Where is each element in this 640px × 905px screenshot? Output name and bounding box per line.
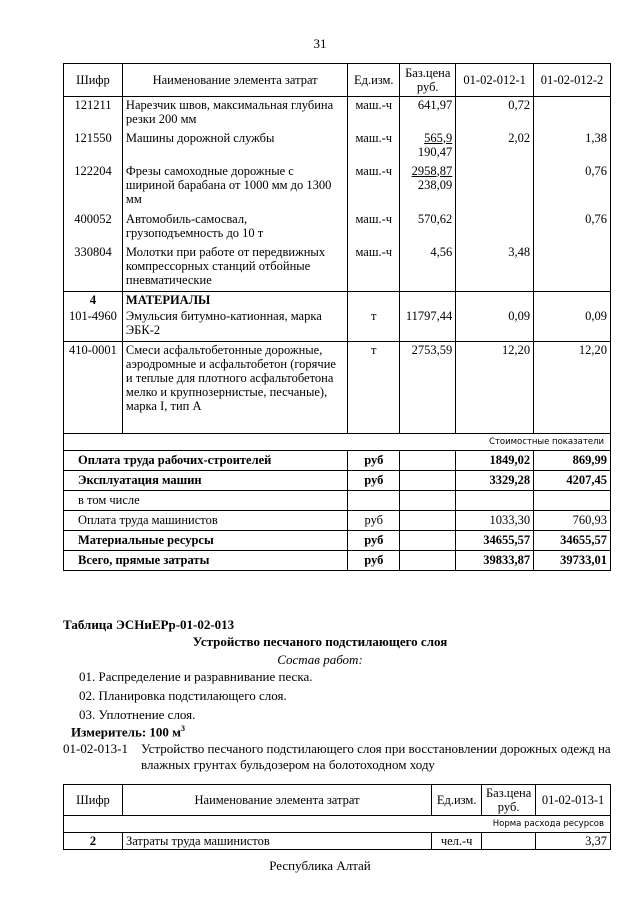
row-value-1 xyxy=(456,211,534,244)
row-code: 101-4960 xyxy=(64,308,123,341)
summary-row xyxy=(64,490,611,510)
row-value-2: 0,76 xyxy=(534,163,611,211)
header-price: Баз.цена руб. xyxy=(482,785,536,816)
row-unit: маш.-ч xyxy=(348,244,400,292)
summary-value-2: 34655,57 xyxy=(534,530,611,550)
section-title: МАТЕРИАЛЫ xyxy=(122,292,347,309)
section-heading: Устройство песчаного подстилающего слоя xyxy=(192,634,448,649)
cost-indicators-label: Стоимостные показатели xyxy=(64,433,611,450)
table-row xyxy=(64,97,611,130)
summary-unit: руб xyxy=(348,550,400,570)
row-value-1: 0,72 xyxy=(456,97,534,130)
cost-indicators-row xyxy=(64,433,611,450)
summary-value-1 xyxy=(456,490,534,510)
header-code: Шифр xyxy=(64,785,123,816)
row-value-2: 0,76 xyxy=(534,211,611,244)
summary-label: Материальные ресурсы xyxy=(64,530,348,550)
row-price-main: 565,9 xyxy=(424,130,453,145)
summary-label: Эксплуатация машин xyxy=(64,470,348,490)
summary-value-1: 34655,57 xyxy=(456,530,534,550)
table-row xyxy=(64,163,611,211)
row-name: Машины дорожной службы xyxy=(122,130,347,163)
row-name: Нарезчик швов, максимальная глубина резки 200 мм xyxy=(122,97,347,130)
row-price-main: 2958,87 xyxy=(411,163,453,178)
summary-value-2 xyxy=(534,490,611,510)
row-name: Молотки при работе от передвижных компрессорных станций отбойные пневматические xyxy=(122,244,347,292)
summary-row xyxy=(64,470,611,490)
norm-row xyxy=(64,816,611,833)
section-row xyxy=(64,292,611,309)
item-description: Устройство песчаного подстилающего слоя при восстановлении дорожных одежд на xyxy=(141,741,611,756)
row-code: 2 xyxy=(64,833,123,850)
work-step: 01. Распределение и разравнивание песка. xyxy=(79,669,313,684)
header-unit: Ед.изм. xyxy=(348,64,400,97)
measure-superscript: 3 xyxy=(181,724,186,733)
table-row xyxy=(64,244,611,292)
row-name: Фрезы самоходные дорожные с шириной барабана от 1000 мм до 1300 мм xyxy=(122,163,347,211)
summary-unit: руб xyxy=(348,470,400,490)
summary-value-2: 760,93 xyxy=(534,510,611,530)
table-row xyxy=(64,341,611,433)
row-price: 641,97 xyxy=(400,97,456,130)
summary-value-1: 39833,87 xyxy=(456,550,534,570)
summary-value-2: 4207,45 xyxy=(534,470,611,490)
row-unit: маш.-ч xyxy=(348,211,400,244)
summary-value-1: 3329,28 xyxy=(456,470,534,490)
row-code: 330804 xyxy=(64,244,123,292)
row-unit: маш.-ч xyxy=(348,163,400,211)
row-name: Автомобиль-самосвал, грузоподъемность до 10 т xyxy=(122,211,347,244)
row-code: 121550 xyxy=(64,130,123,163)
header-col2: 01-02-012-2 xyxy=(534,64,611,97)
table-row xyxy=(64,211,611,244)
summary-value-1: 1033,30 xyxy=(456,510,534,530)
row-name: Эмульсия битумно-катионная, марка ЭБК-2 xyxy=(122,308,347,341)
summary-value-2: 869,99 xyxy=(534,450,611,470)
header-name: Наименование элемента затрат xyxy=(122,64,347,97)
row-price xyxy=(400,130,456,163)
row-value-1 xyxy=(456,163,534,211)
resources-table-1 xyxy=(63,63,611,571)
row-value-2: 0,09 xyxy=(534,308,611,341)
row-value-1: 3,48 xyxy=(456,244,534,292)
table-header xyxy=(64,785,611,816)
table-row xyxy=(64,833,611,850)
summary-label: Оплата труда рабочих-строителей xyxy=(64,450,348,470)
summary-unit: руб xyxy=(348,510,400,530)
row-unit: маш.-ч xyxy=(348,130,400,163)
row-price: 2753,59 xyxy=(400,341,456,433)
row-value-2: 12,20 xyxy=(534,341,611,433)
row-unit: маш.-ч xyxy=(348,97,400,130)
row-value-1: 12,20 xyxy=(456,341,534,433)
composition-title: Состав работ: xyxy=(277,652,363,667)
row-value-2 xyxy=(534,97,611,130)
section-code: 4 xyxy=(64,292,123,309)
row-value-2 xyxy=(534,244,611,292)
resources-table-2 xyxy=(63,784,611,850)
measure-unit xyxy=(71,724,185,740)
summary-label: в том числе xyxy=(64,490,348,510)
row-unit: т xyxy=(348,308,400,341)
work-step: 03. Уплотнение слоя. xyxy=(79,707,196,722)
work-step: 02. Планировка подстилающего слоя. xyxy=(79,688,287,703)
norm-label: Норма расхода ресурсов xyxy=(64,816,611,833)
table-row xyxy=(64,130,611,163)
row-value-1: 2,02 xyxy=(456,130,534,163)
summary-unit xyxy=(348,490,400,510)
row-price xyxy=(400,163,456,211)
summary-row xyxy=(64,450,611,470)
item-description-cont: влажных грунтах бульдозером на болотоходном ходу xyxy=(141,757,435,772)
row-unit: чел.-ч xyxy=(432,833,482,850)
measure-text: Измеритель: 100 м xyxy=(71,724,182,740)
summary-row xyxy=(64,530,611,550)
row-code: 122204 xyxy=(64,163,123,211)
table-row xyxy=(64,308,611,341)
row-value-2: 1,38 xyxy=(534,130,611,163)
summary-label: Всего, прямые затраты xyxy=(64,550,348,570)
row-code: 121211 xyxy=(64,97,123,130)
header-col1: 01-02-012-1 xyxy=(456,64,534,97)
row-code: 400052 xyxy=(64,211,123,244)
header-col1: 01-02-013-1 xyxy=(536,785,611,816)
header-unit: Ед.изм. xyxy=(432,785,482,816)
summary-unit: руб xyxy=(348,530,400,550)
row-name: Смеси асфальтобетонные дорожные, аэродромные и асфальтобетон (горячие и теплые для плотного асфальтобетона мелко и крупнозернистые, песчаные), марка I, тип А xyxy=(122,341,347,433)
row-value-1: 3,37 xyxy=(536,833,611,850)
table-header xyxy=(64,64,611,97)
summary-unit: руб xyxy=(348,450,400,470)
page-number: 31 xyxy=(313,36,327,51)
row-price xyxy=(482,833,536,850)
item-code: 01-02-013-1 xyxy=(63,741,128,756)
header-code: Шифр xyxy=(64,64,123,97)
row-price: 11797,44 xyxy=(400,308,456,341)
summary-row xyxy=(64,550,611,570)
footer-region: Республика Алтай xyxy=(269,858,371,873)
header-name: Наименование элемента затрат xyxy=(122,785,431,816)
summary-row xyxy=(64,510,611,530)
row-value-1: 0,09 xyxy=(456,308,534,341)
summary-label: Оплата труда машинистов xyxy=(64,510,348,530)
row-price: 570,62 xyxy=(400,211,456,244)
row-unit: т xyxy=(348,341,400,433)
row-price: 4,56 xyxy=(400,244,456,292)
row-name: Затраты труда машинистов xyxy=(122,833,431,850)
header-price: Баз.цена руб. xyxy=(400,64,456,97)
row-price-secondary: 190,47 xyxy=(417,144,453,159)
row-price-secondary: 238,09 xyxy=(417,177,453,192)
row-code: 410-0001 xyxy=(64,341,123,433)
summary-value-1: 1849,02 xyxy=(456,450,534,470)
table-title: Таблица ЭСНиЕРр-01-02-013 xyxy=(63,617,235,632)
summary-value-2: 39733,01 xyxy=(534,550,611,570)
